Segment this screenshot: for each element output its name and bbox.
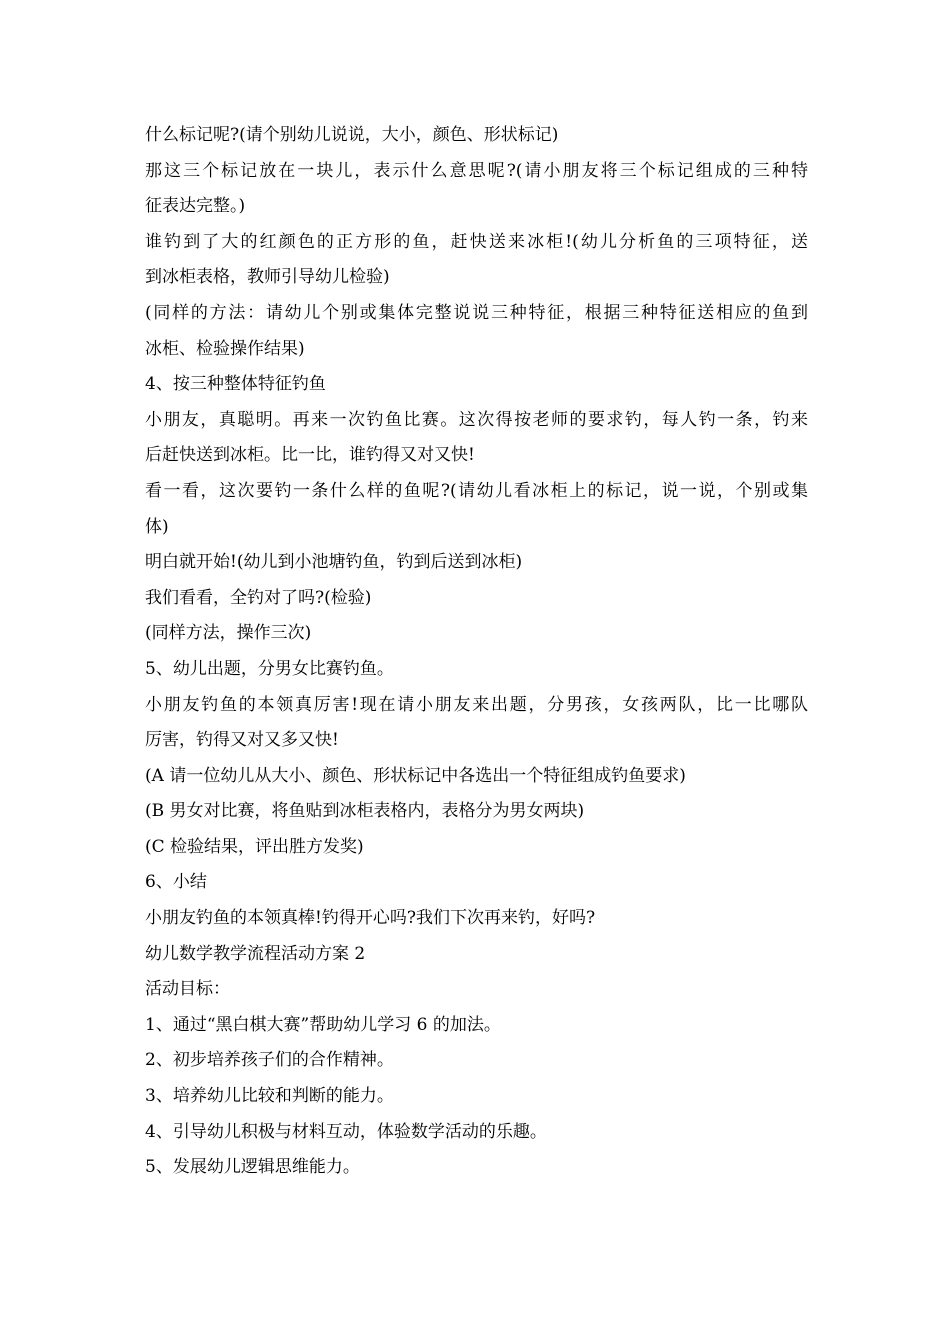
text-line: 后赶快送到冰柜。比一比，谁钓得又对又快! (145, 445, 475, 466)
list-item: 1、通过“黑白棋大赛”帮助幼儿学习 6 的加法。 (145, 1014, 501, 1035)
text-line: 小朋友钓鱼的本领真棒!钓得开心吗?我们下次再来钓，好吗? (145, 908, 596, 929)
text-line: 什么标记呢?(请个别幼儿说说，大小，颜色、形状标记) (145, 125, 559, 145)
section-heading: 6、小结 (145, 872, 207, 893)
list-item: 3、培养幼儿比较和判断的能力。 (145, 1086, 394, 1107)
text-line: 冰柜、检验操作结果) (145, 338, 305, 359)
text-line: 明白就开始!(幼儿到小池塘钓鱼，钓到后送到冰柜) (145, 552, 523, 573)
text-line: 体) (145, 516, 169, 537)
list-item: 5、发展幼儿逻辑思维能力。 (145, 1157, 360, 1178)
section-heading: 活动目标： (145, 979, 230, 1000)
text-line: (同样的方法：请幼儿个别或集体完整说说三种特征，根据三种特征送相应的鱼到 (145, 302, 808, 323)
text-line: 厉害，钓得又对又多又快! (145, 730, 339, 751)
text-line: 那这三个标记放在一块儿，表示什么意思呢?(请小朋友将三个标记组成的三种特 (145, 160, 808, 181)
section-heading: 5、幼儿出题，分男女比赛钓鱼。 (145, 658, 394, 679)
text-line: (同样方法，操作三次) (145, 623, 312, 644)
text-line: 征表达完整。) (145, 196, 246, 217)
text-line: 小朋友钓鱼的本领真厉害!现在请小朋友来出题，分男孩，女孩两队，比一比哪队 (145, 694, 808, 715)
text-line: 看一看，这次要钓一条什么样的鱼呢?(请幼儿看冰柜上的标记，说一说，个别或集 (145, 480, 808, 501)
list-item: 2、初步培养孩子们的合作精神。 (145, 1050, 394, 1071)
list-item: 4、引导幼儿积极与材料互动，体验数学活动的乐趣。 (145, 1121, 547, 1142)
text-line: (B 男女对比赛，将鱼贴到冰柜表格内，表格分为男女两块) (145, 801, 585, 822)
text-line: 小朋友，真聪明。再来一次钓鱼比赛。这次得按老师的要求钓，每人钓一条，钓来 (145, 409, 808, 430)
section-heading: 4、按三种整体特征钓鱼 (145, 374, 326, 395)
text-line: (C 检验结果，评出胜方发奖) (145, 836, 364, 857)
text-line: 我们看看，全钓对了吗?(检验) (145, 587, 372, 608)
text-line: (A 请一位幼儿从大小、颜色、形状标记中各选出一个特征组成钓鱼要求) (145, 765, 686, 786)
text-line: 到冰柜表格，教师引导幼儿检验) (145, 267, 390, 288)
plan-title: 幼儿数学教学流程活动方案 2 (145, 943, 366, 964)
document-body (145, 118, 808, 1186)
text-line: 谁钓到了大的红颜色的正方形的鱼，赶快送来冰柜!(幼儿分析鱼的三项特征，送 (145, 231, 808, 252)
